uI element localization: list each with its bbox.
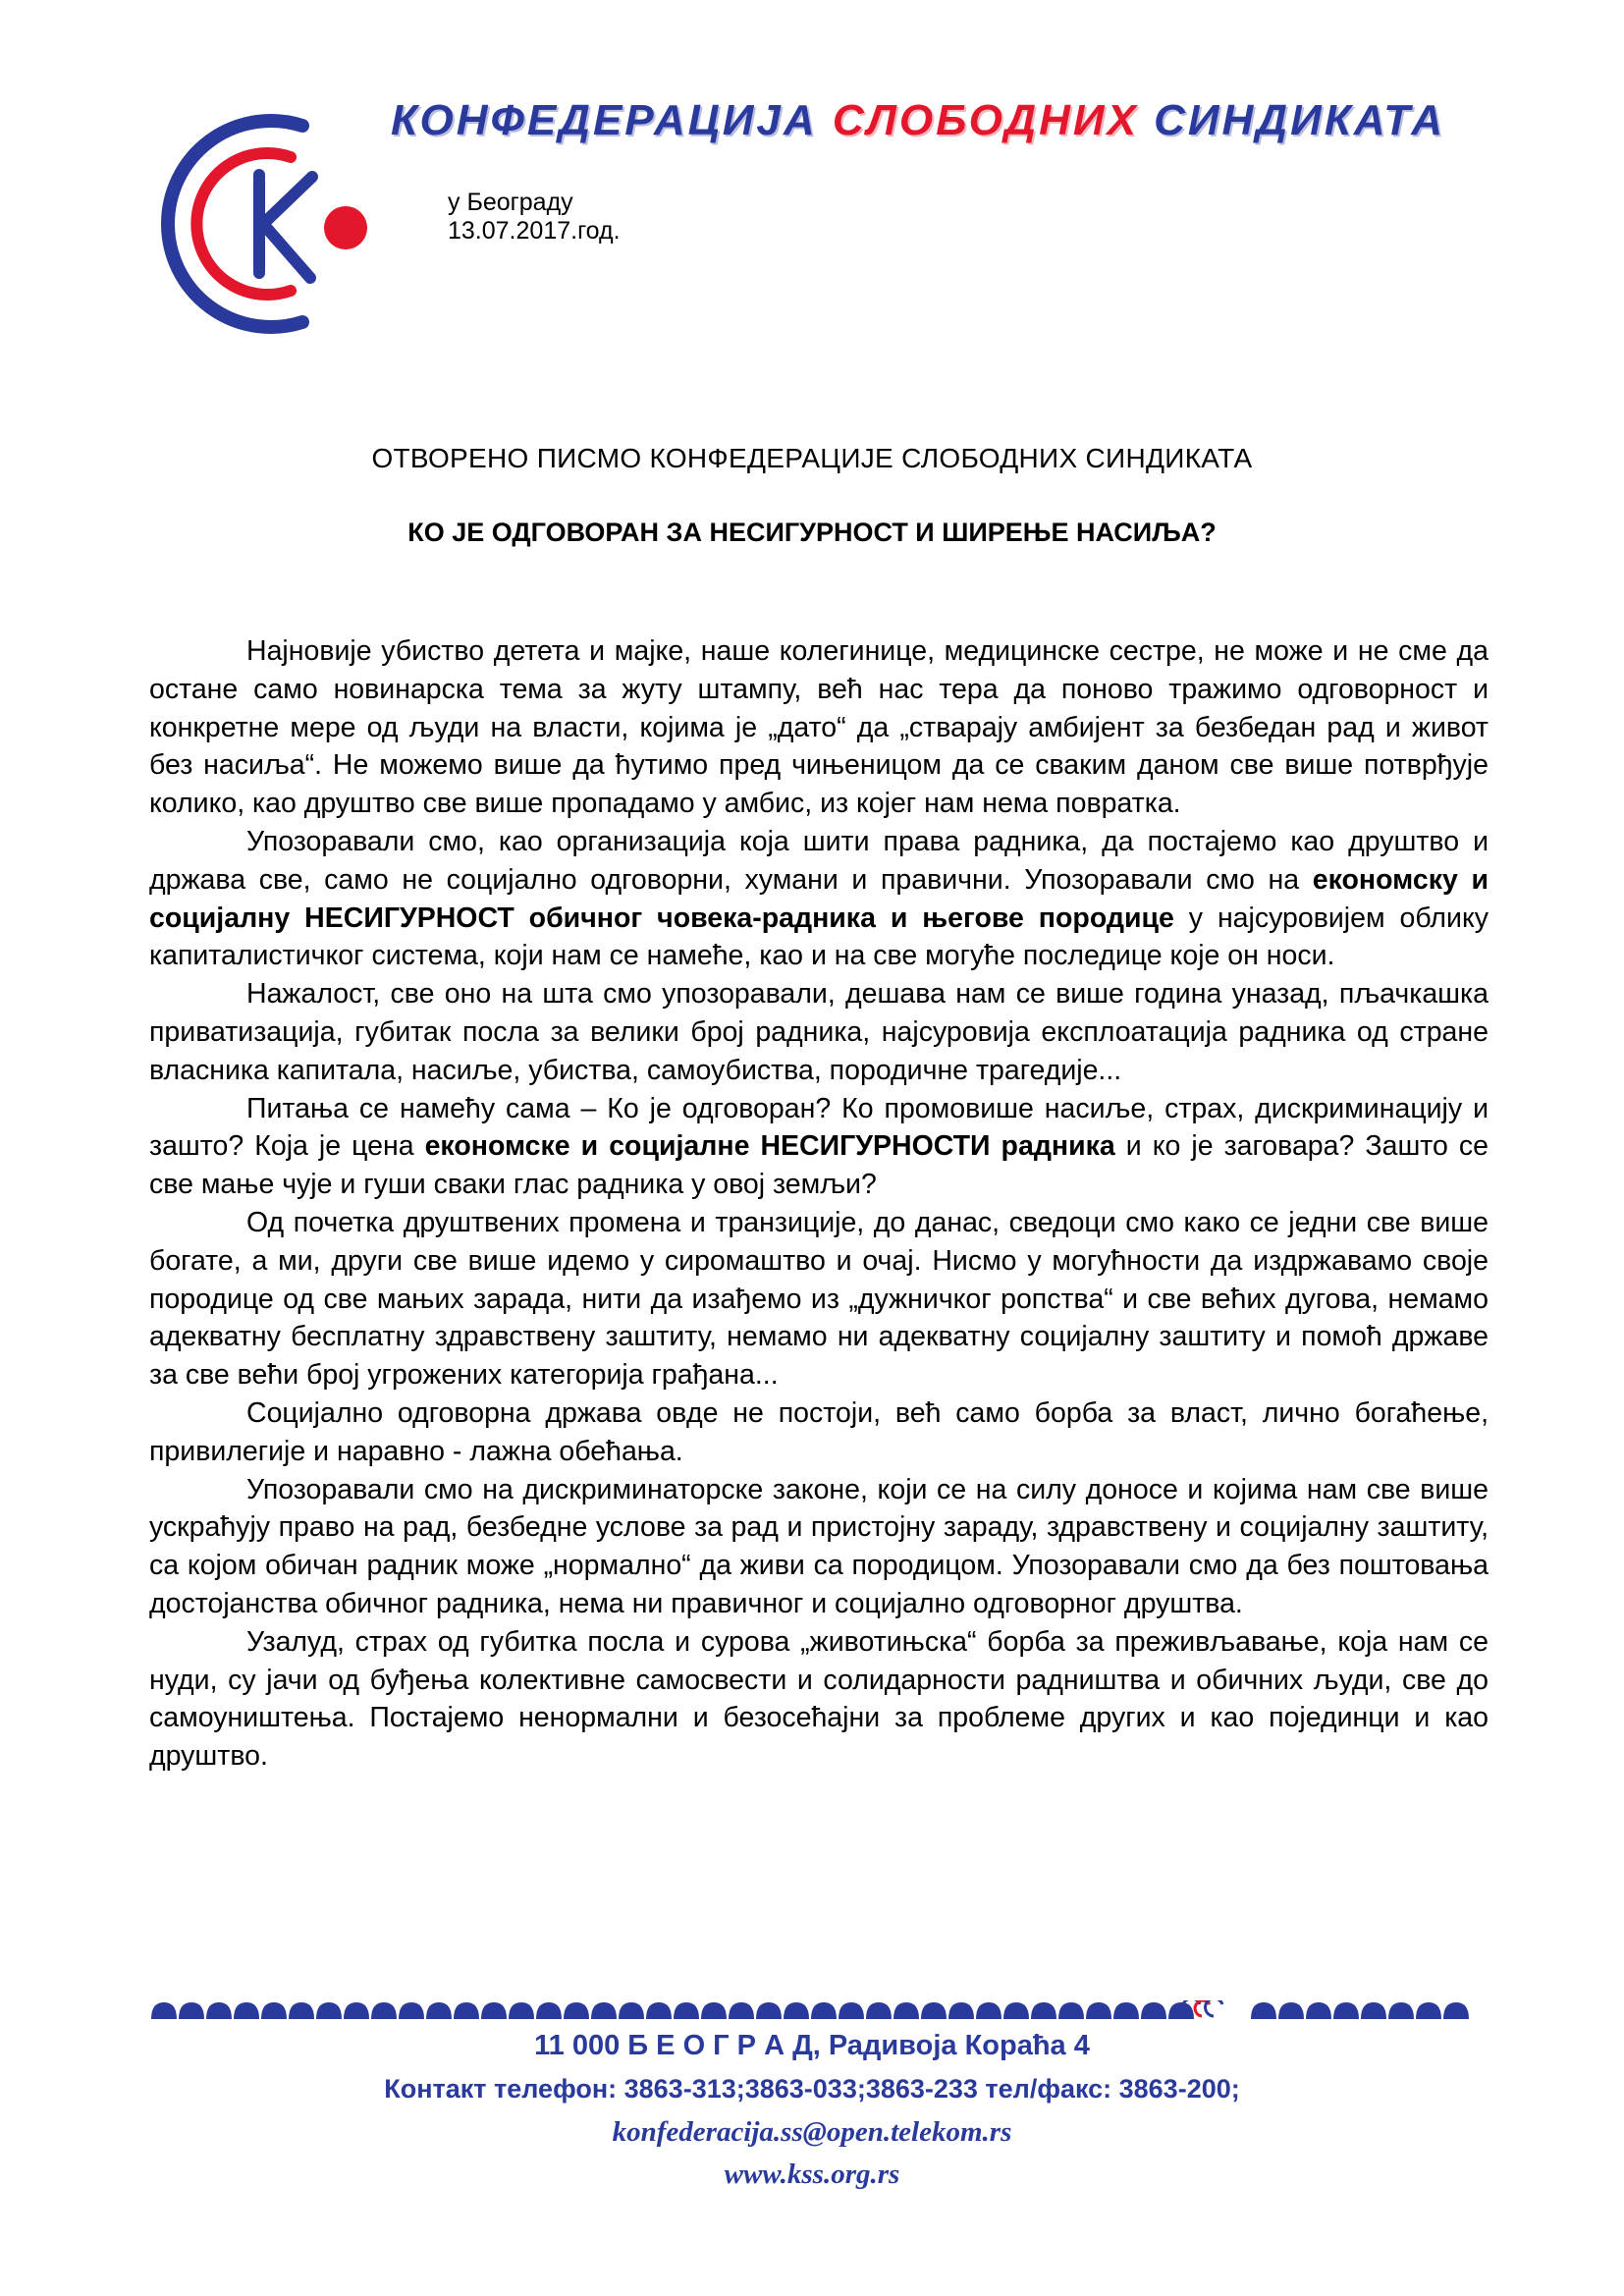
scallop-segment <box>784 2002 809 2019</box>
scallop-segment <box>839 2002 864 2019</box>
scallop-segment <box>1058 2002 1084 2019</box>
scallop-segment <box>289 2002 314 2019</box>
scallop-segment <box>536 2002 562 2019</box>
scallop-segment <box>1306 2002 1331 2019</box>
paragraph-8 <box>149 1623 1489 1776</box>
scallop-segment <box>234 2002 259 2019</box>
footer-website[interactable]: www.kss.org.rs <box>724 2159 900 2190</box>
open-letter-title: КО ЈЕ ОДГОВОРАН ЗА НЕСИГУРНОСТ И ШИРЕЊЕ НАСИЉА? <box>407 518 1217 547</box>
scallop-segment <box>756 2002 782 2019</box>
scallop-segment <box>179 2002 204 2019</box>
scallop-segment <box>1278 2002 1304 2019</box>
date-label: 13.07.2017.год. <box>448 217 621 245</box>
scallop-segment <box>1251 2002 1276 2019</box>
paragraph-4-text-c: и ко је заговара? Зашто се све мање чује и гуши сваки глас радника у овој земљи? <box>149 1130 1489 1201</box>
scallop-segment <box>1388 2002 1414 2019</box>
paragraph-3 <box>149 975 1489 1089</box>
scallop-segment <box>1003 2002 1029 2019</box>
scallop-segment <box>893 2002 919 2019</box>
scallop-segment <box>866 2002 892 2019</box>
scallop-segment <box>1416 2002 1441 2019</box>
scallop-segment <box>151 2002 177 2019</box>
scallop-segment <box>1113 2002 1139 2019</box>
scallop-segment <box>619 2002 644 2019</box>
paragraph-1 <box>149 632 1489 823</box>
scallop-segment <box>316 2002 342 2019</box>
paragraph-2 <box>149 823 1489 975</box>
scallop-segment <box>1031 2002 1056 2019</box>
paragraph-2-text-a: Упозоравали смо, као организација која шити права радника, да постајемо као друштво и држава све, само не социјално одговорни, хумани и правични. Упозоравали смо на <box>149 825 1489 896</box>
paragraph-7 <box>149 1471 1489 1623</box>
scallop-segment <box>1086 2002 1111 2019</box>
letter-body <box>149 632 1489 1776</box>
org-name-part-2: СЛОБОДНИХ <box>832 96 1139 144</box>
paragraph-7-text: Упозоравали смо на дискриминаторске законе, који се на силу доносе и којима нам све више ускраћују право на рад, безбедне услове за рад и пристојну зараду, здравствену и социјалну заштиту, са којом обичан радник може „нормално“ да живи са породицом. Упозоравали смо да без поштовања достојанства обичног радника, нема ни правичног и социјално одговорног друштва. <box>149 1473 1489 1619</box>
scallop-segment <box>261 2002 287 2019</box>
scallop-segment <box>591 2002 617 2019</box>
scallop-segment <box>426 2002 452 2019</box>
paragraph-3-text: Нажалост, све оно на шта смо упозоравали, дешава нам се више година уназад, пљачкашка приватизација, губитак посла за велики број радника, најсуровија експлоатација радника од стране власника капитала, насиље, убиства, самоубиства, породичне трагедије... <box>149 978 1489 1086</box>
scallop-segment <box>371 2002 397 2019</box>
scallop-segment <box>206 2002 232 2019</box>
paragraph-2-text-c: у најсуровијем облику капиталистичког система, који нам се намеће, као и на све могуће последице које он носи. <box>149 902 1489 972</box>
scallop-segment <box>564 2002 589 2019</box>
footer-phone-numbers: Контакт телефон: 3863-313;3863-033;3863-233 тел/факс: 3863-200; <box>384 2074 1240 2104</box>
paragraph-8-text: Узалуд, страх од губитка посла и сурова „животињска“ борба за преживљавање, која нам се нуди, су јачи од буђења колективне самосвести и солидарности радништва и обичних људи, све до самоуништења. Постајемо ненормални и безосећајни за проблеме других и као појединци и као друштво. <box>149 1625 1489 1773</box>
paragraph-6-text: Социјално одговорна држава овде не постоји, већ само борба за власт, лично богаћење, привилегије и наравно - лажна обећања. <box>149 1396 1489 1467</box>
scallop-segment <box>1361 2002 1386 2019</box>
footer-scallop-divider <box>151 2000 1479 2020</box>
scallop-segment <box>481 2002 507 2019</box>
paragraph-5-text: Од почетка друштвених промена и транзиције, до данас, сведоци смо како се једни све више богате, а ми, други све више идемо у сиромаштво и очај. Нисмо у могућности да издржавамо своје породице од све мањих зарада, нити да изађемо из „дужничког ропства“ и све већих дугова, немамо адекватну бесплатну здравствену заштиту, немамо ни адекватну социјалну заштиту и помоћ државе за све већи број угрожених категорија грађана... <box>149 1206 1489 1392</box>
scallop-segment <box>454 2002 479 2019</box>
scallop-segment <box>948 2002 974 2019</box>
open-letter-heading: ОТВОРЕНО ПИСМО КОНФЕДЕРАЦИЈЕ СЛОБОДНИХ СИНДИКАТА <box>371 443 1253 473</box>
scallop-segment <box>1141 2002 1166 2019</box>
place-label: у Београду <box>448 189 573 216</box>
scallop-segment <box>811 2002 837 2019</box>
org-name-part-1: КОНФЕДЕРАЦИЈА <box>391 96 818 144</box>
scallop-segment <box>509 2002 534 2019</box>
paragraph-6 <box>149 1394 1489 1471</box>
scallop-segment <box>344 2002 369 2019</box>
scallop-segment <box>674 2002 699 2019</box>
scallop-segment <box>399 2002 424 2019</box>
scallop-segment <box>646 2002 672 2019</box>
kss-logo-icon <box>153 106 389 342</box>
paragraph-5 <box>149 1204 1489 1394</box>
footer-email[interactable]: konfederacija.ss@open.telekom.rs <box>612 2116 1012 2148</box>
place-and-date <box>448 189 621 246</box>
paragraph-2-emphasis: економску и социјалну НЕСИГУРНОСТ обичног човека-радника и његове породице <box>149 863 1489 934</box>
paragraph-4-emphasis: економске и социјалне НЕСИГУРНОСТИ радника <box>424 1130 1115 1163</box>
scallop-segment <box>921 2002 947 2019</box>
paragraph-1-text: Најновије убиство детета и мајке, наше колегинице, медицинске сестре, не може и не сме да остане само новинарска тема за жуту штампу, већ нас тера да поново тражимо одговорност и конкретне мере од људи на власти, којима је „дато“ да „стварају амбијент за безбедан рад и живот без насиља“. Не можемо више да ћутимо пред чињеницом да се сваким даном све више потврђује колико, као друштво све више пропадамо у амбис, из којег нам нема повратка. <box>149 635 1489 820</box>
scallop-segment <box>976 2002 1001 2019</box>
paragraph-4-text-a: Питања се намећу сама – Ко је одговоран? Ко промовише насиље, страх, дискриминацију и зашто? Која је цена <box>149 1092 1489 1163</box>
scallop-segment <box>1443 2002 1469 2019</box>
paragraph-4 <box>149 1090 1489 1204</box>
scallop-segment <box>701 2002 727 2019</box>
scallop-segment <box>729 2002 754 2019</box>
organization-name <box>391 96 1445 145</box>
footer-address: 11 000 Б Е О Г Р А Д, Радивоја Кораћа 4 <box>534 2030 1090 2061</box>
org-name-part-3: СИНДИКАТА <box>1154 96 1446 144</box>
scallop-segment <box>1333 2002 1359 2019</box>
